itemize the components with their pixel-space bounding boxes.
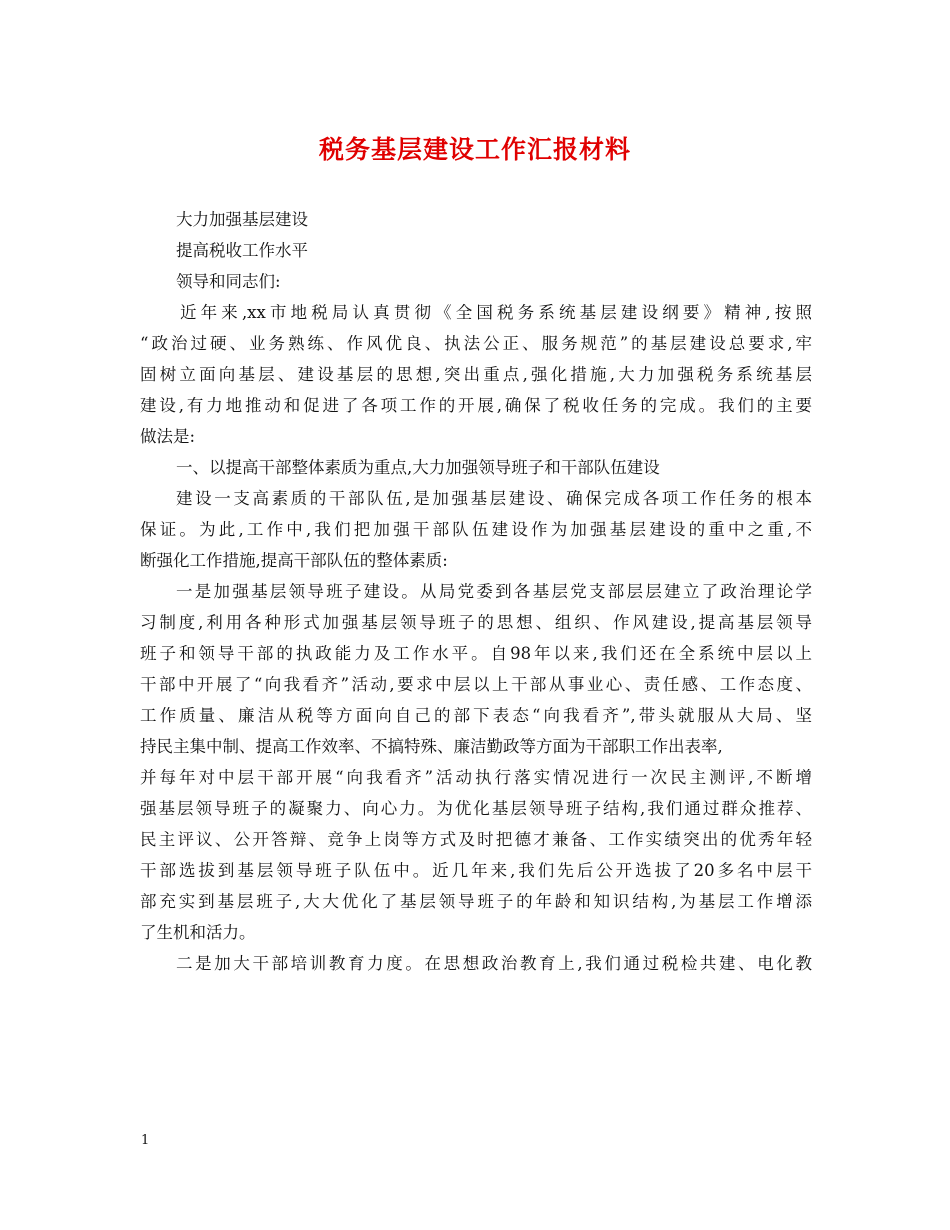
paragraph-line: 民主评议、公开答辩、竞争上岗等方式及时把德才兼备、工作实绩突出的优秀年轻 xyxy=(140,830,812,849)
paragraph-line: 部充实到基层班子,大大优化了基层领导班子的年龄和知识结构,为基层工作增添 xyxy=(140,892,812,911)
paragraph-line: “政治过硬、业务熟练、作风优良、执法公正、服务规范”的基层建设总要求,牢 xyxy=(140,334,812,353)
paragraph-line: 了生机和活力。 xyxy=(140,923,256,942)
paragraph-line: 班子和领导干部的执政能力及工作水平。自98年以来,我们还在全系统中层以上 xyxy=(140,644,812,663)
paragraph-line: 做法是: xyxy=(140,427,196,446)
paragraph-line: 干部中开展了“向我看齐”活动,要求中层以上干部从事业心、责任感、工作态度、 xyxy=(140,675,812,694)
paragraph-line: 建设一支高素质的干部队伍,是加强基层建设、确保完成各项工作任务的根本 xyxy=(176,489,812,508)
section-heading-line: 一、以提高干部整体素质为重点,大力加强领导班子和干部队伍建设 xyxy=(176,458,660,477)
paragraph-line: 二是加大干部培训教育力度。在思想政治教育上,我们通过税检共建、电化教 xyxy=(176,954,812,973)
paragraph-line: 习制度,利用各种形式加强基层领导班子的思想、组织、作风建设,提高基层领导 xyxy=(140,613,812,632)
document-title: 税务基层建设工作汇报材料 xyxy=(318,135,631,164)
paragraph-line: 断强化工作措施,提高干部队伍的整体素质: xyxy=(140,551,448,570)
paragraph-line: 干部选拔到基层领导班子队伍中。近几年来,我们先后公开选拔了20多名中层干 xyxy=(140,861,812,880)
subtitle-line: 大力加强基层建设 xyxy=(176,210,308,229)
document-body xyxy=(140,204,812,979)
paragraph-line: 强基层领导班子的凝聚力、向心力。为优化基层领导班子结构,我们通过群众推荐、 xyxy=(140,799,812,818)
paragraph-line: 近年来,xx市地税局认真贯彻《全国税务系统基层建设纲要》精神,按照 xyxy=(180,303,812,322)
paragraph-line: 固树立面向基层、建设基层的思想,突出重点,强化措施,大力加强税务系统基层 xyxy=(140,365,812,384)
paragraph-line: 工作质量、廉洁从税等方面向自己的部下表态“向我看齐”,带头就服从大局、坚 xyxy=(140,706,812,725)
paragraph-line: 一是加强基层领导班子建设。从局党委到各基层党支部层层建立了政治理论学 xyxy=(176,582,812,601)
paragraph-line: 保证。为此,工作中,我们把加强干部队伍建设作为加强基层建设的重中之重,不 xyxy=(140,520,812,539)
paragraph-line: 并每年对中层干部开展“向我看齐”活动执行落实情况进行一次民主测评,不断增 xyxy=(140,768,812,787)
paragraph-line: 建设,有力地推动和促进了各项工作的开展,确保了税收任务的完成。我们的主要 xyxy=(140,396,812,415)
subtitle-line: 提高税收工作水平 xyxy=(176,241,308,260)
salutation-line: 领导和同志们: xyxy=(176,272,281,291)
paragraph-line: 持民主集中制、提高工作效率、不搞特殊、廉洁勤政等方面为干部职工作出表率, xyxy=(140,737,723,756)
page-number: 1 xyxy=(141,1133,150,1148)
